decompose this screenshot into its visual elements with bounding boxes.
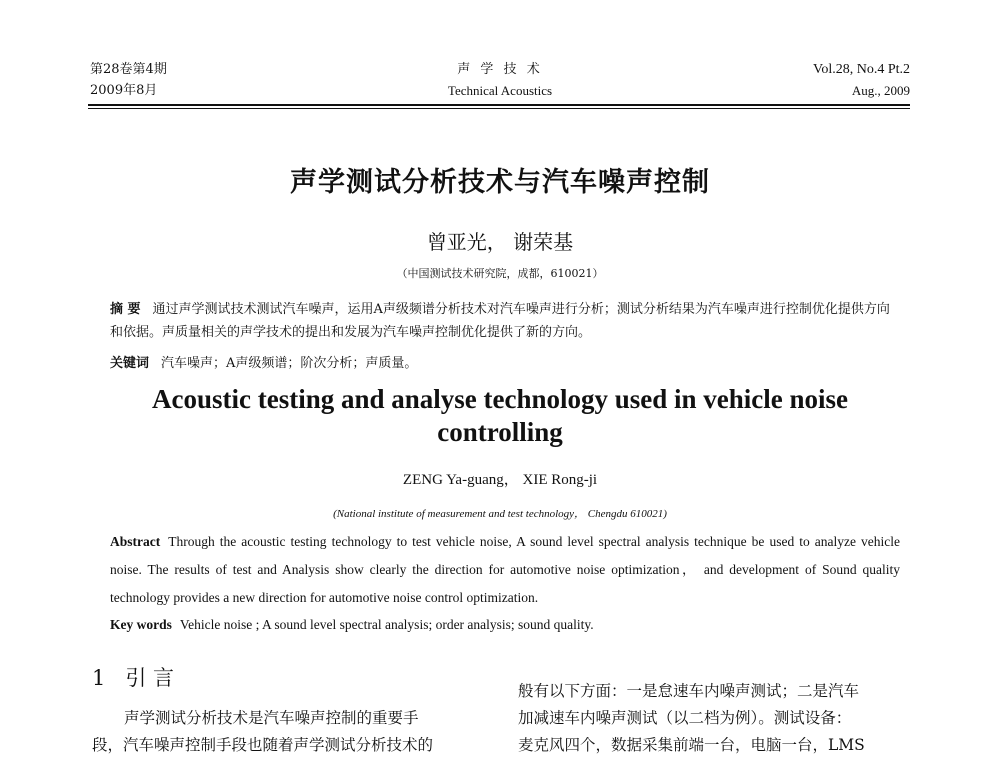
header-volume-en: Vol.28, No.4 Pt.2	[813, 62, 910, 77]
section-heading	[92, 662, 174, 692]
chinese-abstract-text: 通过声学测试技术测试汽车噪声，运用A声级频谱分析技术对汽车噪声进行分析；测试分析结果为汽车噪声进行控制优化提供方向和依据。声质量相关的声学技术的提出和发展为汽车噪声控制优化提供了新的方向。	[110, 302, 890, 340]
header-journal-cn: 声 学 技 术	[457, 62, 543, 77]
header-rule-thin	[88, 108, 910, 109]
body-left-line-2: 段，汽车噪声控制手段也随着声学测试分析技术的	[92, 736, 434, 754]
chinese-keywords-text: 汽车噪声；A声级频谱；阶次分析；声质量。	[161, 356, 418, 371]
body-left-line-1: 声学测试分析技术是汽车噪声控制的重要手	[124, 709, 419, 727]
chinese-abstract-label: 摘 要	[110, 302, 141, 317]
body-right-line-2: 加减速车内噪声测试（以二档为例）。测试设备：	[518, 709, 852, 727]
english-title: Acoustic testing and analyse technology used in vehicle noise controlling	[151, 384, 849, 447]
english-abstract	[110, 528, 900, 612]
chinese-title: 声学测试分析技术与汽车噪声控制	[290, 167, 710, 198]
chinese-keywords	[110, 352, 900, 375]
english-keywords	[110, 611, 900, 639]
body-right-line-3: 麦克风四个，数据采集前端一台，电脑一台，LMS	[518, 736, 865, 754]
chinese-authors: 曾亚光， 谢荣基	[426, 230, 574, 254]
section-number: 1	[92, 666, 106, 690]
english-keywords-text: Vehicle noise ; A sound level spectral analysis; order analysis; sound quality.	[179, 617, 594, 632]
header-volume: 第28卷第4期	[90, 62, 167, 77]
english-affiliation: (National institute of measurement and test technology， Chengdu 610021)	[333, 508, 667, 520]
chinese-affiliation: （中国测试技术研究院，成都，610021）	[396, 267, 604, 280]
body-right-line-1: 般有以下方面：一是怠速车内噪声测试；二是汽车	[518, 682, 860, 700]
english-authors: ZENG Ya-guang， XIE Rong-ji	[402, 472, 598, 488]
header-date: 2009年8月	[90, 83, 158, 98]
english-abstract-text: Through the acoustic testing technology to test vehicle noise, A sound level spectral analysis technique be used to analyze vehicle noise. The results of test and Analysis show clearly the direction for automotive noise optimization， and development of Sound quality technology provides a new direction for automotive noise control optimization.	[110, 534, 900, 605]
header-journal-en: Technical Acoustics	[447, 83, 553, 98]
chinese-keywords-label: 关键词	[110, 356, 150, 371]
section-title: 引 言	[125, 666, 175, 690]
english-abstract-label: Abstract	[110, 534, 161, 549]
header-rule-thick	[88, 104, 910, 106]
english-keywords-label: Key words	[110, 617, 172, 632]
chinese-abstract	[110, 298, 900, 344]
header-date-en: Aug., 2009	[851, 83, 910, 98]
